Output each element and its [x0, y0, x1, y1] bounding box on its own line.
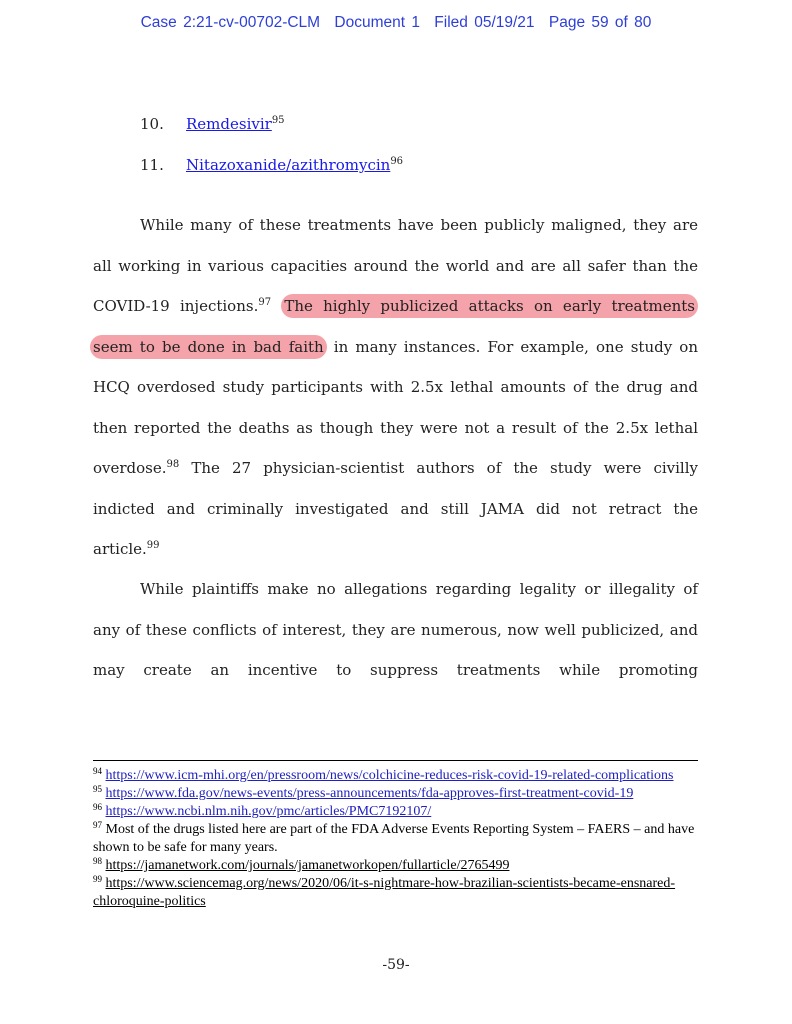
footnote: $^{98}$ https://jamanetwork.com/journals/jamanetworkopen/fullarticle/2765499 [93, 856, 510, 873]
paragraph-treatments [93, 205, 698, 570]
para-line: HCQ overdosed study participants with 2.5x lethal amounts of the drug and [93, 378, 698, 396]
footnote: $^{95}$ https://www.fda.gov/news-events/press-announcements/fda-approves-first-treatment-covid-19 [93, 784, 634, 801]
footnote: $^{97}$ Most of the drugs listed here are part of the FDA Adverse Events Reporting System – FAERS – and have shown to be safe for many years. [93, 820, 695, 855]
footnote: $^{99}$ https://www.sciencemag.org/news/2020/06/it-s-nightmare-how-brazilian-scientists-became-ensnared-chloroquine-politics [93, 874, 676, 909]
case-header [0, 14, 792, 32]
footnote-link[interactable]: https://www.fda.gov/news-events/press-announcements/fda-approves-first-treatment-covid-19 [105, 786, 634, 801]
footnote-ref: 99 [146, 540, 160, 551]
para-line: then reported the deaths as though they were not a result of the 2.5x lethal [93, 418, 698, 437]
page-indicator: Page 59 of 80 [548, 14, 652, 31]
para-line: all working in various capacities around the world and are all safer than the [93, 256, 698, 275]
footnote: $^{94}$ https://www.icm-mhi.org/en/pressroom/news/colchicine-reduces-risk-covid-19-related-complications [93, 766, 674, 783]
page-number: -59- [382, 957, 410, 973]
footnote: $^{96}$ https://www.ncbi.nlm.nih.gov/pmc/articles/PMC7192107/ [93, 802, 432, 819]
footnote-ref: 96 [390, 156, 404, 167]
footnote-link[interactable]: https://www.icm-mhi.org/en/pressroom/news/colchicine-reduces-risk-covid-19-related-complications [105, 768, 674, 783]
para-line: seem to be done in bad faith in many instances. For example, one study on [90, 327, 698, 368]
document-number: Document 1 [334, 14, 420, 31]
list-item-nitazoxanide [140, 155, 403, 175]
footnote-link[interactable]: https://www.ncbi.nlm.nih.gov/pmc/articles/PMC7192107/ [105, 804, 432, 819]
footnote-link[interactable]: https://jamanetwork.com/journals/jamanetworkopen/fullarticle/2765499 [105, 858, 510, 873]
para-line: article.$^{99}$ [93, 540, 160, 558]
nitazoxanide-link[interactable]: Nitazoxanide/azithromycin [186, 156, 391, 174]
remdesivir-link[interactable]: Remdesivir [186, 115, 272, 133]
para-line: indicted and criminally investigated and still JAMA did not retract the [93, 499, 698, 518]
para-line: overdose.$^{98}$ The 27 physician-scientist authors of the study were civilly [93, 459, 698, 477]
footnote-link[interactable]: https://www.sciencemag.org/news/2020/06/it-s-nightmare-how-brazilian-scientists-became-ensnared-chloroquine-politics [93, 876, 676, 909]
para-line: may create an incentive to suppress treatments while promoting [93, 661, 698, 679]
filed-date: Filed 05/19/21 [434, 14, 535, 31]
footnote-ref: 95 [271, 115, 285, 126]
case-number: Case 2:21-cv-00702-CLM [140, 14, 321, 31]
list-number: 10. [140, 115, 164, 133]
para-line: any of these conflicts of interest, they are numerous, now well publicized, and [93, 620, 698, 639]
para-line: COVID-19 injections.$^{97}$ The highly publicized attacks on early treatments [93, 286, 698, 327]
highlighted-text: The highly publicized attacks on early treatments [281, 294, 698, 318]
footnote-divider [93, 760, 698, 761]
list-item-remdesivir [140, 114, 285, 134]
footnote-ref: 97 [258, 297, 272, 308]
list-number: 11. [140, 156, 164, 174]
footnote-ref: 98 [166, 459, 180, 470]
footnote-text: Most of the drugs listed here are part of the FDA Adverse Events Reporting System – FAERS – and have shown to be safe for many years. [93, 822, 695, 855]
para-line: While plaintiffs make no allegations regarding legality or illegality of [140, 580, 698, 598]
paragraph-conflicts [93, 569, 698, 691]
highlighted-text: seem to be done in bad faith [90, 335, 327, 359]
para-line: While many of these treatments have been publicly maligned, they are [140, 216, 698, 234]
footnotes [93, 767, 698, 911]
